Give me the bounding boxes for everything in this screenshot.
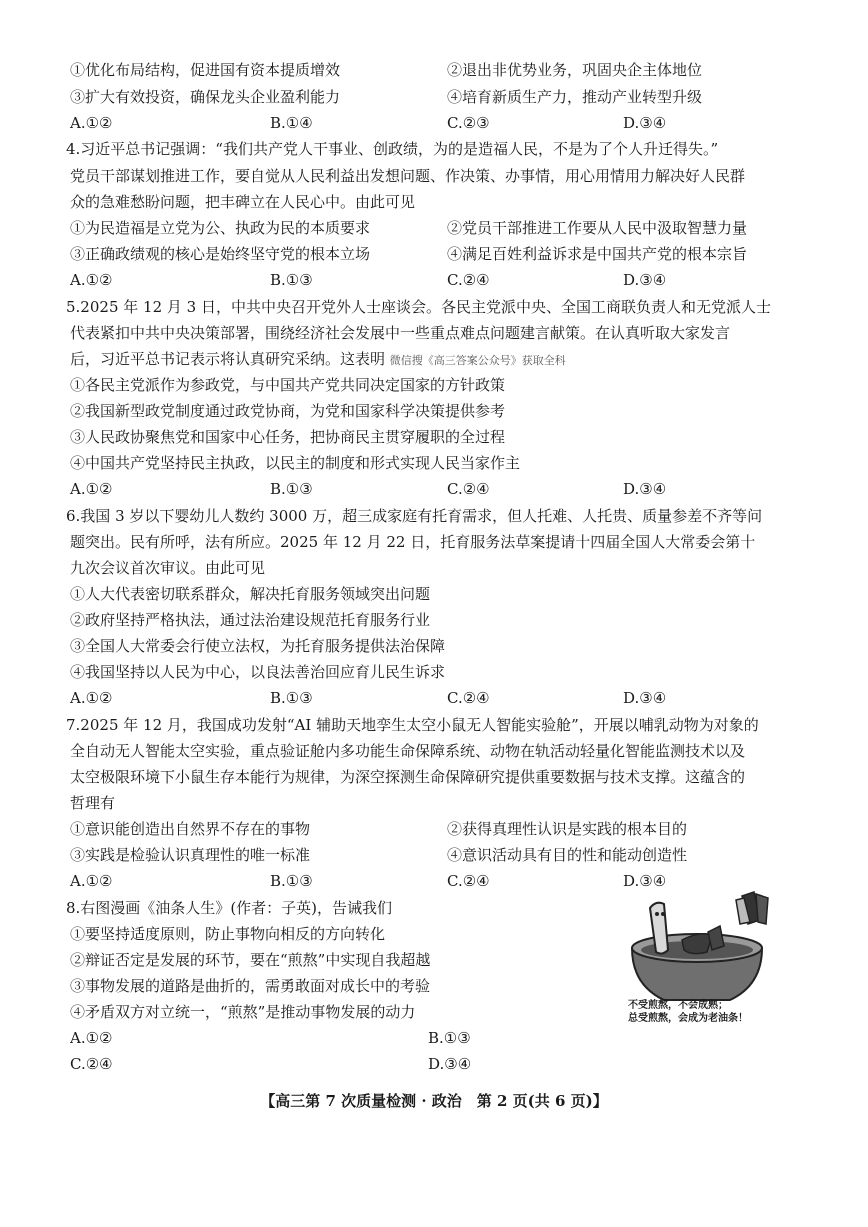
- q6-choice-c: C.②④: [447, 689, 490, 707]
- q4-statement-3: ③正确政绩观的核心是始终坚守党的根本立场: [70, 245, 371, 263]
- q3-choice-b: B.①④: [270, 114, 313, 132]
- q7-choice-d: D.③④: [623, 872, 667, 890]
- q5-choice-d: D.③④: [623, 480, 667, 498]
- q8-statement-3: ③事物发展的道路是曲折的，需勇敢面对成长中的考验: [70, 977, 431, 995]
- q7-stem-1: 7.2025 年 12 月，我国成功发射“AI 辅助天地孪生太空小鼠无人智能实验舱”，开展以哺乳动物为对象的: [66, 716, 759, 734]
- q8-statement-4: ④矛盾双方对立统一，“煎熬”是推动事物发展的动力: [70, 1003, 416, 1021]
- q5-statement-1: ①各民主党派作为参政党，与中国共产党共同决定国家的方针政策: [70, 376, 506, 394]
- q4-choice-b: B.①③: [270, 271, 313, 289]
- q4-stem-3: 众的急难愁盼问题，把丰碑立在人民心中。由此可见: [70, 193, 416, 211]
- q5-statement-2: ②我国新型政党制度通过政党协商，为党和国家科学决策提供参考: [70, 402, 506, 420]
- q8-stem-1: 8.右图漫画《油条人生》(作者：子英)，告诫我们: [66, 899, 393, 917]
- q4-choice-a: A.①②: [70, 271, 113, 289]
- cartoon-caption-line-2: 总受煎熬，会成为老油条！: [628, 1013, 748, 1024]
- q6-stem-2: 题突出。民有所呼，法有所应。2025 年 12 月 22 日，托育服务法草案提请十四届全国人大常委会第十: [70, 533, 756, 551]
- q4-choice-c: C.②④: [447, 271, 490, 289]
- q6-statement-3: ③全国人大常委会行使立法权，为托育服务提供法治保障: [70, 637, 446, 655]
- q7-stem-4: 哲理有: [70, 794, 116, 812]
- q8-choice-a: A.①②: [70, 1029, 113, 1047]
- q6-choice-a: A.①②: [70, 689, 113, 707]
- q4-statement-2: ②党员干部推进工作要从人民中汲取智慧力量: [447, 219, 748, 237]
- q7-choice-c: C.②④: [447, 872, 490, 890]
- q6-statement-4: ④我国坚持以人民为中心，以良法善治回应育儿民生诉求: [70, 663, 446, 681]
- q5-stem-3: [70, 349, 566, 371]
- q4-statement-1: ①为民造福是立党为公、执政为民的本质要求: [70, 219, 371, 237]
- q6-stem-1: 6.我国 3 岁以下婴幼儿人数约 3000 万，超三成家庭有托育需求，但人托难、人托贵、质量参差不齐等问: [66, 507, 763, 525]
- q5-stem-2: 代表紧扣中共中央决策部署，围绕经济社会发展中一些重点难点问题建言献策。在认真听取大家发言: [70, 324, 731, 342]
- q6-statement-2: ②政府坚持严格执法，通过法治建设规范托育服务行业: [70, 611, 431, 629]
- q5-stem-1: 5.2025 年 12 月 3 日，中共中央召开党外人士座谈会。各民主党派中央、全国工商联负责人和无党派人士: [66, 298, 771, 316]
- q3-statement-3: ③扩大有效投资，确保龙头企业盈利能力: [70, 88, 341, 106]
- q4-choice-d: D.③④: [623, 271, 667, 289]
- q3-statement-2: ②退出非优势业务，巩固央企主体地位: [447, 61, 703, 79]
- q6-stem-3: 九次会议首次审议。由此可见: [70, 559, 266, 577]
- q5-statement-4: ④中国共产党坚持民主执政，以民主的制度和形式实现人民当家作主: [70, 454, 521, 472]
- q7-choice-a: A.①②: [70, 872, 113, 890]
- cartoon-caption-line-1: 不受煎熬，不会成熟；: [628, 1000, 728, 1011]
- q5-choice-c: C.②④: [447, 480, 490, 498]
- q7-stem-2: 全自动无人智能太空实验，重点验证舱内多功能生命保障系统、动物在轨活动轻量化智能监测技术以及: [70, 742, 746, 760]
- q4-stem-2: 党员干部谋划推进工作，要自觉从人民利益出发想问题、作决策、办事情，用心用情用力解决好人民群: [70, 167, 746, 185]
- q3-choice-c: C.②③: [447, 114, 490, 132]
- q8-choice-d: D.③④: [428, 1055, 472, 1073]
- q5-stem-3-text: 后，习近平总书记表示将认真研究采纳。这表明: [70, 350, 386, 368]
- q3-choice-d: D.③④: [623, 114, 667, 132]
- watermark-note: 微信搜《高三答案公众号》获取全科: [389, 354, 566, 367]
- q7-choice-b: B.①③: [270, 872, 313, 890]
- q7-statement-4: ④意识活动具有目的性和能动创造性: [447, 846, 688, 864]
- q6-choice-b: B.①③: [270, 689, 313, 707]
- q3-choice-a: A.①②: [70, 114, 113, 132]
- q6-statement-1: ①人大代表密切联系群众，解决托育服务领域突出问题: [70, 585, 431, 603]
- q5-choice-b: B.①③: [270, 480, 313, 498]
- q4-stem-1: 4.习近平总书记强调：“我们共产党人干事业、创政绩，为的是造福人民，不是为了个人升迁得失。”: [66, 140, 719, 158]
- q8-statement-2: ②辩证否定是发展的环节，要在“煎熬”中实现自我超越: [70, 951, 431, 969]
- q3-statement-4: ④培育新质生产力，推动产业转型升级: [447, 88, 703, 106]
- page-footer: 【高三第 7 次质量检测 · 政治 第 2 页(共 6 页)】: [260, 1092, 608, 1110]
- q3-statement-1: ①优化布局结构，促进国有资本提质增效: [70, 61, 341, 79]
- q7-statement-1: ①意识能创造出自然界不存在的事物: [70, 820, 311, 838]
- cartoon-caption: [628, 999, 748, 1025]
- q5-statement-3: ③人民政协聚焦党和国家中心任务，把协商民主贯穿履职的全过程: [70, 428, 506, 446]
- q7-statement-3: ③实践是检验认识真理性的唯一标准: [70, 846, 311, 864]
- q5-choice-a: A.①②: [70, 480, 113, 498]
- q7-statement-2: ②获得真理性认识是实践的根本目的: [447, 820, 688, 838]
- q8-statement-1: ①要坚持适度原则，防止事物向相反的方向转化: [70, 925, 386, 943]
- q8-choice-b: B.①③: [428, 1029, 471, 1047]
- q6-choice-d: D.③④: [623, 689, 667, 707]
- q4-statement-4: ④满足百姓利益诉求是中国共产党的根本宗旨: [447, 245, 748, 263]
- q8-choice-c: C.②④: [70, 1055, 113, 1073]
- q7-stem-3: 太空极限环境下小鼠生存本能行为规律，为深空探测生命保障研究提供重要数据与技术支撑。这蕴含的: [70, 768, 746, 786]
